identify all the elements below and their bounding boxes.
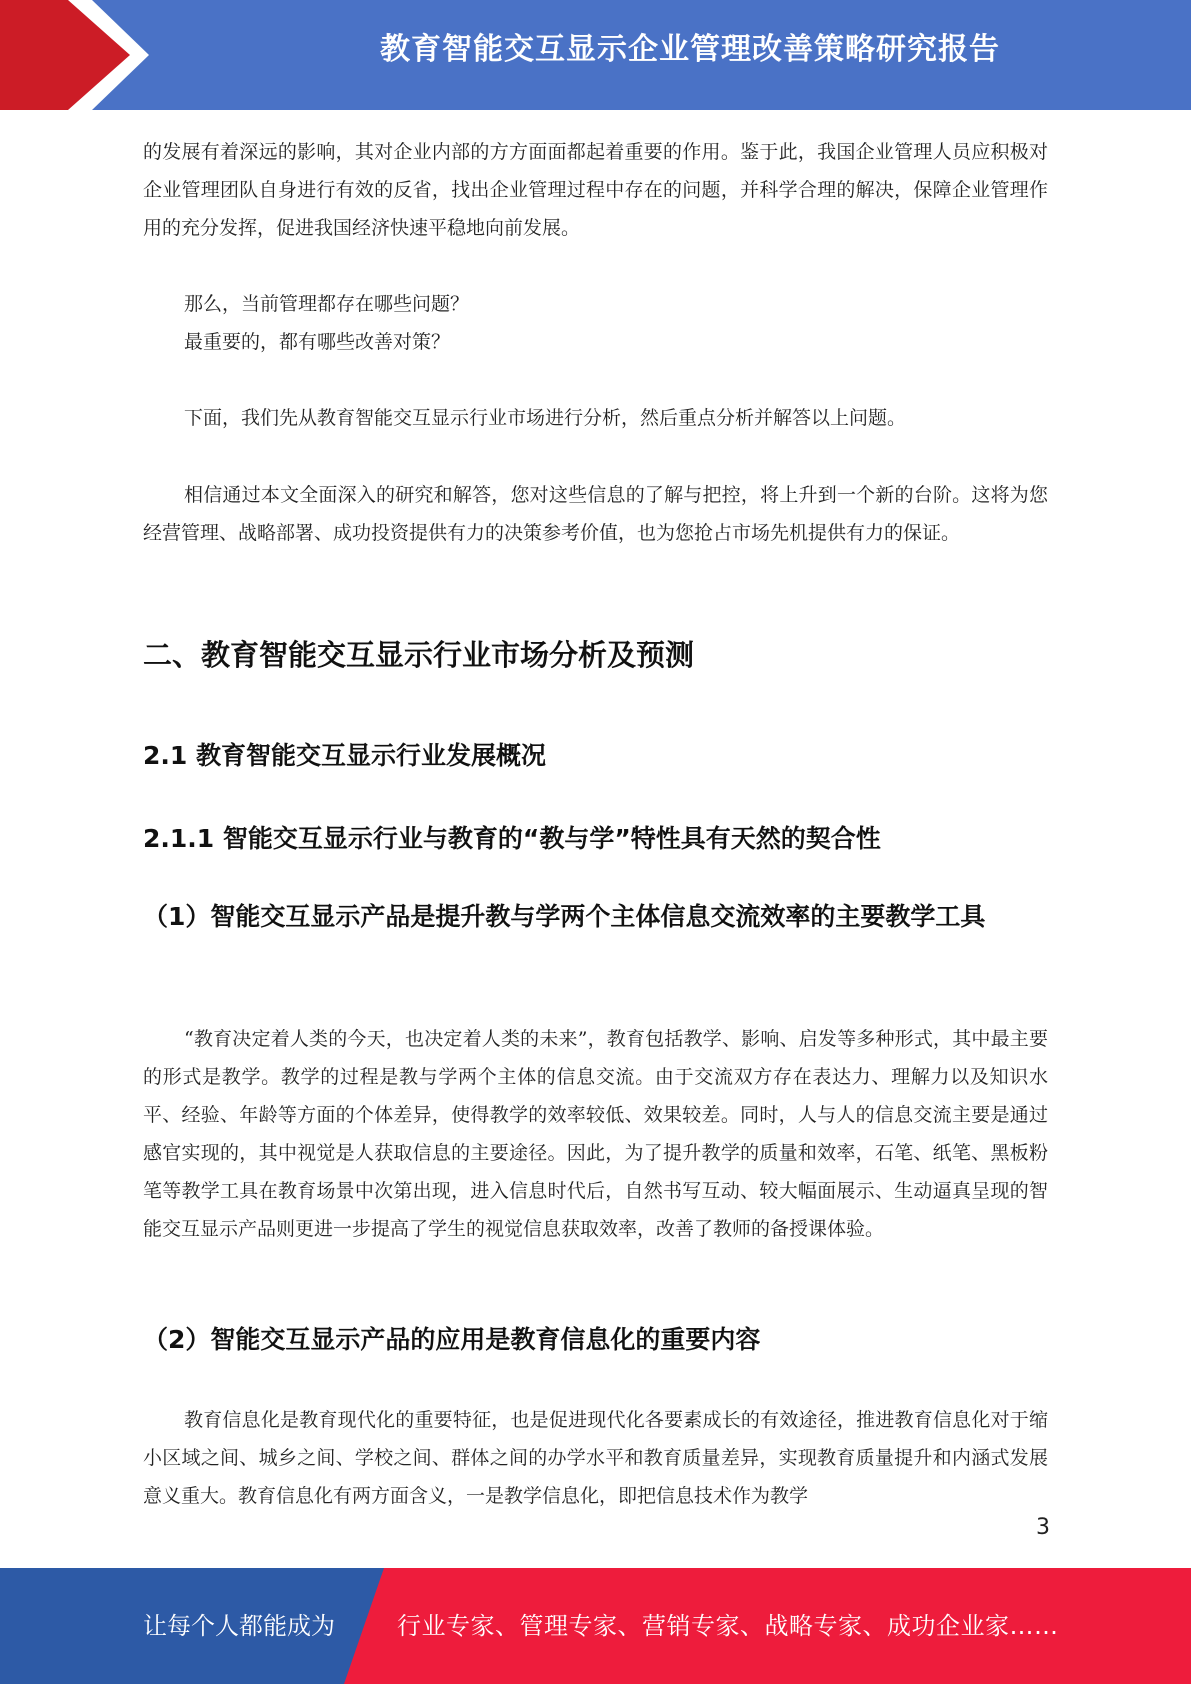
transition-line: 下面，我们先从教育智能交互显示行业市场进行分析，然后重点分析并解答以上问题。 — [184, 407, 907, 429]
page-number: 3 — [1036, 1515, 1050, 1540]
report-title: 教育智能交互显示企业管理改善策略研究报告 — [380, 32, 1000, 67]
red-chevron-icon — [0, 0, 160, 110]
subsubsection-heading: 2.1.1 智能交互显示行业与教育的“教与学”特性具有天然的契合性 — [143, 824, 881, 853]
question-line-2: 最重要的，都有哪些改善对策？ — [184, 331, 451, 353]
footer-slogan-right: 行业专家、管理专家、营销专家、战略专家、成功企业家…… — [397, 1612, 1059, 1640]
point-1-heading: （1）智能交互显示产品是提升教与学两个主体信息交流效率的主要教学工具 — [143, 902, 986, 931]
subsection-heading: 2.1 教育智能交互显示行业发展概况 — [143, 741, 546, 770]
point-2-heading: （2）智能交互显示产品的应用是教育信息化的重要内容 — [143, 1325, 761, 1354]
footer-slogan-left: 让每个人都能成为 — [143, 1612, 335, 1640]
question-line-1: 那么，当前管理都存在哪些问题？ — [184, 293, 470, 315]
header-banner — [0, 0, 1191, 110]
footer-banner — [0, 1568, 1191, 1684]
intro-paragraph: 的发展有着深远的影响，其对企业内部的方方面面都起着重要的作用。鉴于此，我国企业管理人员应积极对企业管理团队自身进行有效的反省，找出企业管理过程中存在的问题，并科学合理的解决，保障企业管理作用的充分发挥，促进我国经济快速平稳地向前发展。 — [143, 141, 1048, 239]
point-2-paragraph: 教育信息化是教育现代化的重要特征，也是促进现代化各要素成长的有效途径，推进教育信息化对于缩小区域之间、城乡之间、学校之间、群体之间的办学水平和教育质量差异，实现教育质量提升和内涵式发展意义重大。教育信息化有两方面含义，一是教学信息化，即把信息技术作为教学 — [143, 1409, 1048, 1507]
section-heading: 二、教育智能交互显示行业市场分析及预测 — [143, 638, 695, 672]
point-1-paragraph: “教育决定着人类的今天，也决定着人类的未来”，教育包括教学、影响、启发等多种形式，其中最主要的形式是教学。教学的过程是教与学两个主体的信息交流。由于交流双方存在表达力、理解力以及知识水平、经验、年龄等方面的个体差异，使得教学的效率较低、效果较差。同时，人与人的信息交流主要是通过感官实现的，其中视觉是人获取信息的主要途径。因此，为了提升教学的质量和效率，石笔、纸笔、黑板粉笔等教学工具在教育场景中次第出现，进入信息时代后，自然书写互动、较大幅面展示、生动逼真呈现的智能交互显示产品则更进一步提高了学生的视觉信息获取效率，改善了教师的备授课体验。 — [143, 1028, 1048, 1240]
closing-paragraph: 相信通过本文全面深入的研究和解答，您对这些信息的了解与把控，将上升到一个新的台阶。这将为您经营管理、战略部署、成功投资提供有力的决策参考价值，也为您抢占市场先机提供有力的保证。 — [143, 484, 1048, 544]
